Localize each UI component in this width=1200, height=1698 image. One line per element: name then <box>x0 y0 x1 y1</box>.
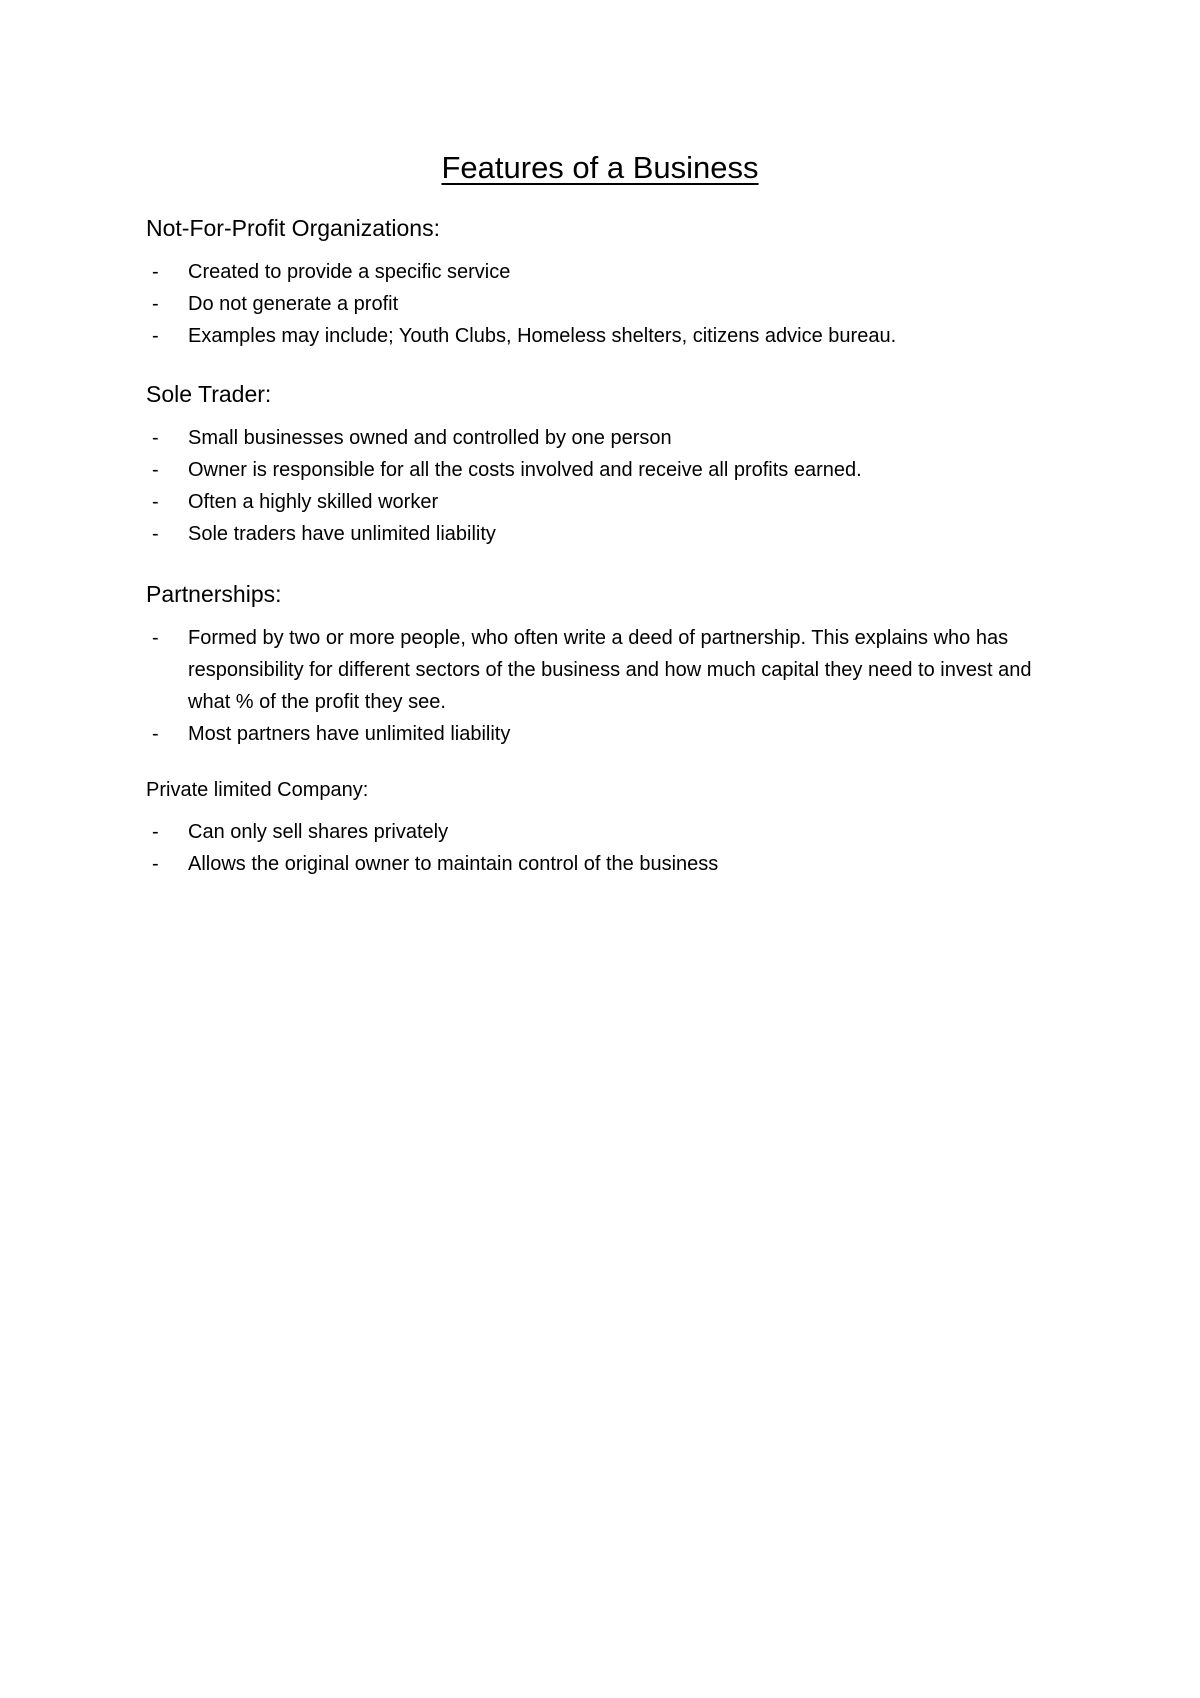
list-item-text: Allows the original owner to maintain control of the business <box>188 853 719 875</box>
list-item <box>146 422 1066 454</box>
list-item <box>146 256 1066 288</box>
bullet-list <box>146 622 1066 750</box>
bullet-dash: - <box>152 325 159 347</box>
list-item <box>146 816 1066 848</box>
section-heading: Partnerships: <box>146 581 282 607</box>
list-item-text: Created to provide a specific service <box>188 261 511 283</box>
section-heading: Private limited Company: <box>146 779 369 801</box>
list-item <box>146 288 1066 320</box>
bullet-dash: - <box>152 853 159 875</box>
list-item-text: Sole traders have unlimited liability <box>188 523 496 545</box>
bullet-dash: - <box>152 523 159 545</box>
bullet-dash: - <box>152 261 159 283</box>
section-partnerships <box>146 578 1066 750</box>
list-item-text: Small businesses owned and controlled by one person <box>188 427 672 449</box>
list-item-text: Examples may include; Youth Clubs, Homeless shelters, citizens advice bureau. <box>188 325 897 347</box>
list-item <box>146 718 1066 750</box>
bullet-list <box>146 816 1066 880</box>
bullet-list <box>146 422 1066 550</box>
section-private-limited-company <box>146 776 1066 880</box>
list-item-text: Formed by two or more people, who often write a deed of partnership. This explains who has responsibility for different sectors of the business and how much capital they need to invest and what % of the profit they see. <box>188 627 1032 713</box>
document-title: Features of a Business <box>441 150 759 185</box>
bullet-dash: - <box>152 491 159 513</box>
list-item <box>146 320 1066 352</box>
section-sole-trader <box>146 378 1066 550</box>
list-item-text: Often a highly skilled worker <box>188 491 439 513</box>
bullet-dash: - <box>152 723 159 745</box>
list-item <box>146 622 1066 718</box>
bullet-dash: - <box>152 427 159 449</box>
section-not-for-profit <box>146 212 1066 352</box>
list-item-text: Can only sell shares privately <box>188 821 449 843</box>
list-item-text: Most partners have unlimited liability <box>188 723 511 745</box>
list-item <box>146 454 1066 486</box>
bullet-dash: - <box>152 293 159 315</box>
section-heading: Not-For-Profit Organizations: <box>146 215 440 241</box>
bullet-dash: - <box>152 459 159 481</box>
list-item-text: Owner is responsible for all the costs involved and receive all profits earned. <box>188 459 862 481</box>
list-item <box>146 486 1066 518</box>
list-item <box>146 848 1066 880</box>
list-item <box>146 518 1066 550</box>
bullet-dash: - <box>152 627 159 649</box>
bullet-list <box>146 256 1066 352</box>
bullet-dash: - <box>152 821 159 843</box>
list-item-text: Do not generate a profit <box>188 293 399 315</box>
section-heading: Sole Trader: <box>146 381 272 407</box>
